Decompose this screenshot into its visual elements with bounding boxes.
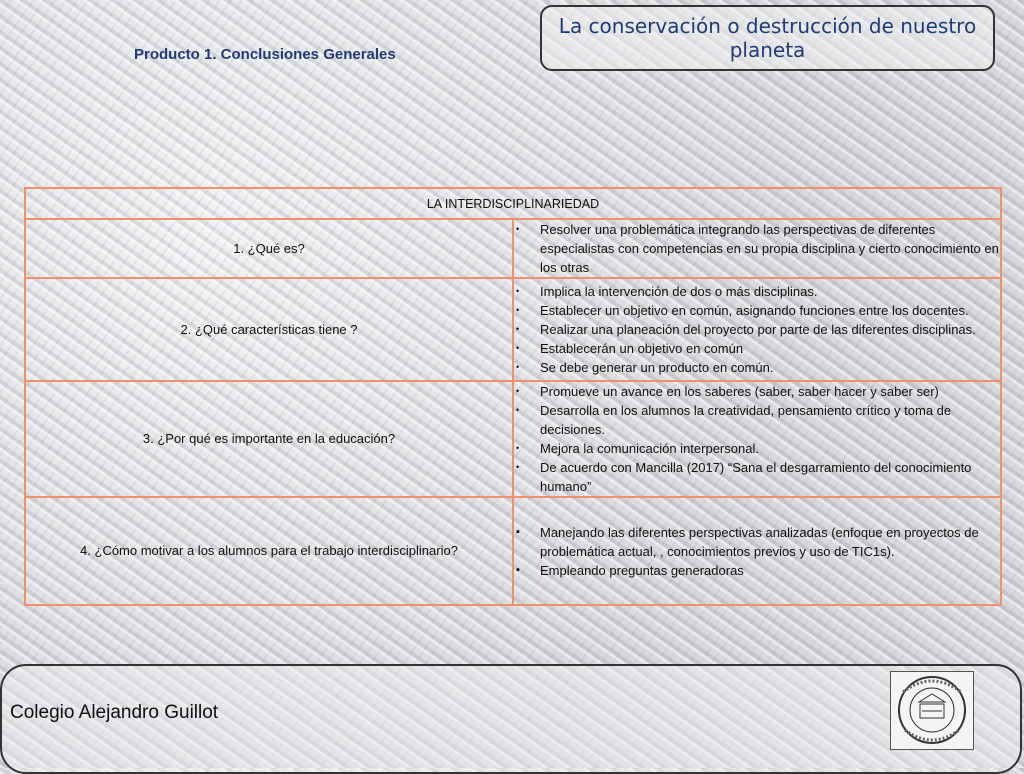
table-row bbox=[25, 381, 1001, 497]
school-seal-icon bbox=[890, 671, 974, 750]
page-title bbox=[540, 5, 995, 71]
answer-cell bbox=[513, 278, 1001, 381]
list-item: ▪ Empleando preguntas generadoras bbox=[514, 561, 1000, 580]
question-cell: 3. ¿Por qué es importante en la educación? bbox=[25, 381, 513, 497]
question-cell: 1. ¿Qué es? bbox=[25, 219, 513, 278]
list-item: • Realizar una planeación del proyecto por parte de las diferentes disciplinas. bbox=[514, 320, 1000, 339]
list-item: • Mejora la comunicación interpersonal. bbox=[514, 439, 1000, 458]
list-item: • Resolver una problemática integrando las perspectivas de diferentes especialistas con competencias en su propia disciplina y cierto conocimiento en los otras bbox=[514, 220, 1000, 277]
answer-list bbox=[514, 282, 1000, 377]
table-row bbox=[25, 278, 1001, 381]
list-item: • Implica la intervención de dos o más disciplinas. bbox=[514, 282, 1000, 301]
table-row bbox=[25, 497, 1001, 605]
list-item: ▪ Manejando las diferentes perspectivas analizadas (enfoque en proyectos de problemática actual, , conocimientos previos y uso de TIC1s). bbox=[514, 523, 1000, 561]
table-header-row bbox=[25, 188, 1001, 219]
page-title-text: La conservación o destrucción de nuestro planeta bbox=[558, 14, 977, 62]
list-item: • Se debe generar un producto en común. bbox=[514, 358, 1000, 377]
question-cell: 4. ¿Cómo motivar a los alumnos para el trabajo interdisciplinario? bbox=[25, 497, 513, 605]
answer-list bbox=[514, 523, 1000, 580]
table-heading: LA INTERDISCIPLINARIEDAD bbox=[25, 188, 1001, 219]
answer-cell bbox=[513, 381, 1001, 497]
list-item: • Promueve un avance en los saberes (saber, saber hacer y saber ser) bbox=[514, 382, 1000, 401]
question-cell: 2. ¿Qué características tiene ? bbox=[25, 278, 513, 381]
school-name: Colegio Alejandro Guillot bbox=[10, 702, 219, 723]
subtitle: Producto 1. Conclusiones Generales bbox=[134, 46, 396, 63]
answer-list bbox=[514, 382, 1000, 496]
answer-cell bbox=[513, 219, 1001, 278]
answer-list bbox=[514, 220, 1000, 277]
answer-cell bbox=[513, 497, 1001, 605]
table-row bbox=[25, 219, 1001, 278]
interdisciplinarity-table bbox=[24, 187, 1002, 606]
list-item: • De acuerdo con Mancilla (2017) “Sana el desgarramiento del conocimiento humano” bbox=[514, 458, 1000, 496]
list-item: • Desarrolla en los alumnos la creatividad, pensamiento crítico y toma de decisiones. bbox=[514, 401, 1000, 439]
list-item: • Establecer un objetivo en común, asignando funciones entre los docentes. bbox=[514, 301, 1000, 320]
list-item: • Establecerán un objetivo en común bbox=[514, 339, 1000, 358]
